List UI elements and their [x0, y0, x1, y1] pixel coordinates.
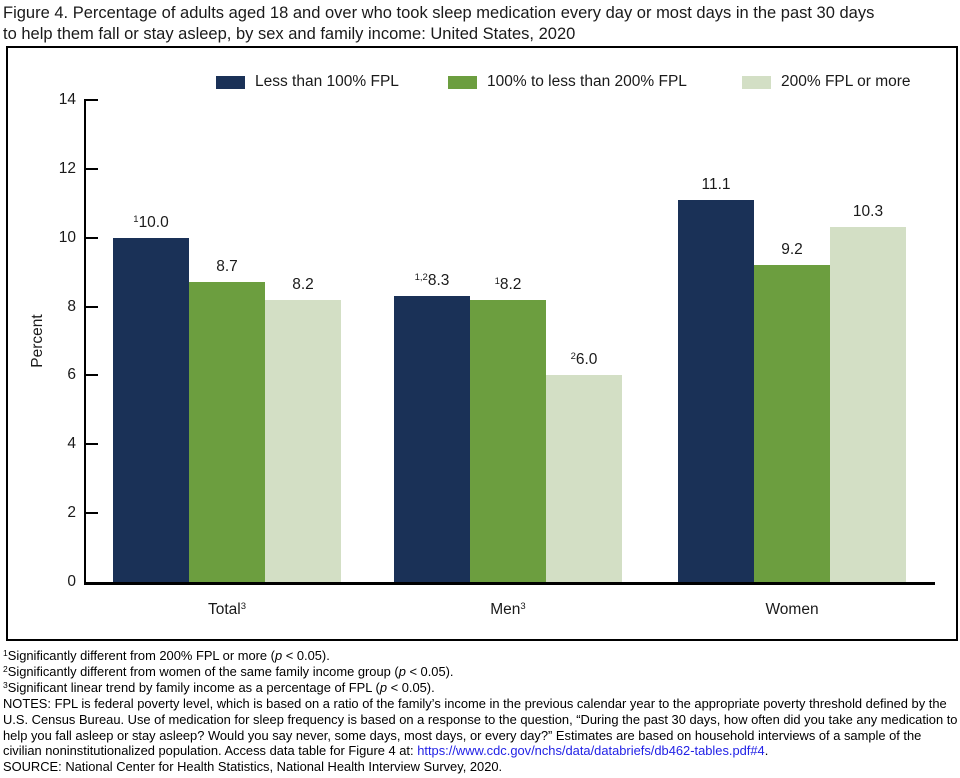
bar: [189, 282, 265, 582]
y-tick-label: 0: [67, 573, 76, 590]
legend-label: 100% to less than 200% FPL: [487, 73, 687, 90]
source-line: SOURCE: National Center for Health Statistics, National Health Interview Survey, 2020.: [3, 759, 503, 775]
y-tick-label: 6: [67, 366, 76, 384]
legend-item: [216, 73, 399, 91]
category-label-superscript: 3: [240, 601, 247, 612]
figure-title: [3, 3, 957, 44]
y-axis-tick: [84, 374, 98, 376]
bar-value-label: $^1$10.0: [133, 213, 169, 231]
bar: [470, 300, 546, 582]
y-tick-label: 4: [67, 435, 76, 453]
y-axis-title: Percent: [29, 314, 46, 368]
footnote-1: $^1$Significantly different from 200% FPL or more (p < 0.05).: [3, 648, 330, 663]
footnotes-block: [3, 648, 958, 775]
value-label-superscript: 1: [133, 213, 139, 225]
y-axis-tick: [84, 99, 98, 101]
y-axis-tick: [84, 443, 98, 445]
legend-label: Less than 100% FPL: [255, 73, 399, 90]
value-label-superscript: 1,2: [414, 272, 428, 284]
x-category-label: Men$^3$: [490, 601, 526, 618]
data-table-link[interactable]: https://www.cdc.gov/nchs/data/databriefs/db462-tables.pdf#4: [417, 743, 765, 759]
y-tick-label: 10: [58, 228, 76, 246]
chart-frame: [6, 46, 958, 641]
bar: [113, 238, 189, 582]
y-axis-tick: [84, 237, 98, 239]
y-tick-label: 2: [67, 504, 76, 522]
legend-swatch: [448, 76, 477, 89]
footnote-2: $^2$Significantly different from women of the same family income group (p < 0.05).: [3, 663, 454, 679]
y-tick-label: 8: [67, 297, 76, 315]
bar-value-label: 8.7: [216, 258, 238, 276]
notes-paragraph: NOTES: FPL is federal poverty level, which is based on a ratio of the family’s income in the previous calendar year to the appropriate poverty threshold defined by the U.S. Census Bureau. Use of medication for sleep frequency is based on a response to the question, “During the past 30 days, how often did you take any medication to help you fall asleep or stay asleep? Would you say never, some days, most days, or every day?” Estimates are based on household interviews of a sample of the civilian noninstitutionalized population. Access data table for Figure 4 at: https://www.cdc.gov/nchs/data/databriefs/db462-tables.pdf#4.: [3, 695, 958, 759]
bar-value-label: $^1$8.2: [494, 275, 522, 293]
y-axis-tick: [84, 512, 98, 514]
figure-title-line2: to help them fall or stay asleep, by sex and family income: United States, 2020: [3, 24, 576, 43]
bar-value-label: $^{1,2}$8.3: [414, 272, 450, 290]
legend-label: 200% FPL or more: [781, 73, 911, 90]
footnote-2-sup: 2: [3, 663, 8, 674]
bar: [546, 375, 622, 582]
legend-swatch: [742, 76, 771, 89]
bar-value-label: 9.2: [781, 241, 803, 259]
x-category-label: Total$^3$: [207, 601, 247, 618]
value-label-superscript: 1: [494, 275, 500, 287]
bar-value-label: 10.3: [852, 203, 884, 221]
y-axis-tick: [84, 306, 98, 308]
bar-value-label: 8.2: [292, 275, 314, 293]
bar-value-label: 11.1: [701, 175, 731, 193]
y-tick-label: 12: [58, 159, 76, 177]
footnote-3-sup: 3: [3, 679, 8, 690]
notes-text: NOTES: FPL is federal poverty level, which is based on a ratio of the family’s income in the previous calendar year to the appropriate poverty threshold defined by the U.S. Census Bureau. Use of medication for sleep frequency is based on a response to the question, “During the past 30 days, how often did you take any medication to help you fall asleep or stay asleep? Would you say never, some days, most days, or every day?” Estimates are based on household interviews of a sample of the civilian noninstitutionalized population. Access data table for Figure 4 at:: [3, 695, 958, 759]
value-label-superscript: 2: [570, 351, 576, 363]
legend-swatch: [216, 76, 245, 89]
legend-item: [742, 73, 911, 91]
bar: [754, 265, 830, 582]
bar-value-label: $^2$6.0: [570, 351, 598, 369]
figure-title-line1: Figure 4. Percentage of adults aged 18 and over who took sleep medication every day or most days in the past 30 days: [3, 4, 875, 22]
bar: [830, 227, 906, 582]
footnote-3: $^3$Significant linear trend by family income as a percentage of FPL (p < 0.05).: [3, 679, 435, 695]
y-tick-label: 14: [58, 91, 76, 108]
bar: [394, 296, 470, 582]
legend-item: [448, 73, 687, 91]
plot-region: [8, 48, 956, 639]
bar: [265, 300, 341, 582]
y-axis-tick: [84, 168, 98, 170]
x-axis-line: [84, 582, 935, 585]
footnote-1-sup: 1: [3, 648, 8, 658]
category-label-superscript: 3: [520, 601, 526, 612]
x-category-label: Women: [765, 601, 819, 618]
